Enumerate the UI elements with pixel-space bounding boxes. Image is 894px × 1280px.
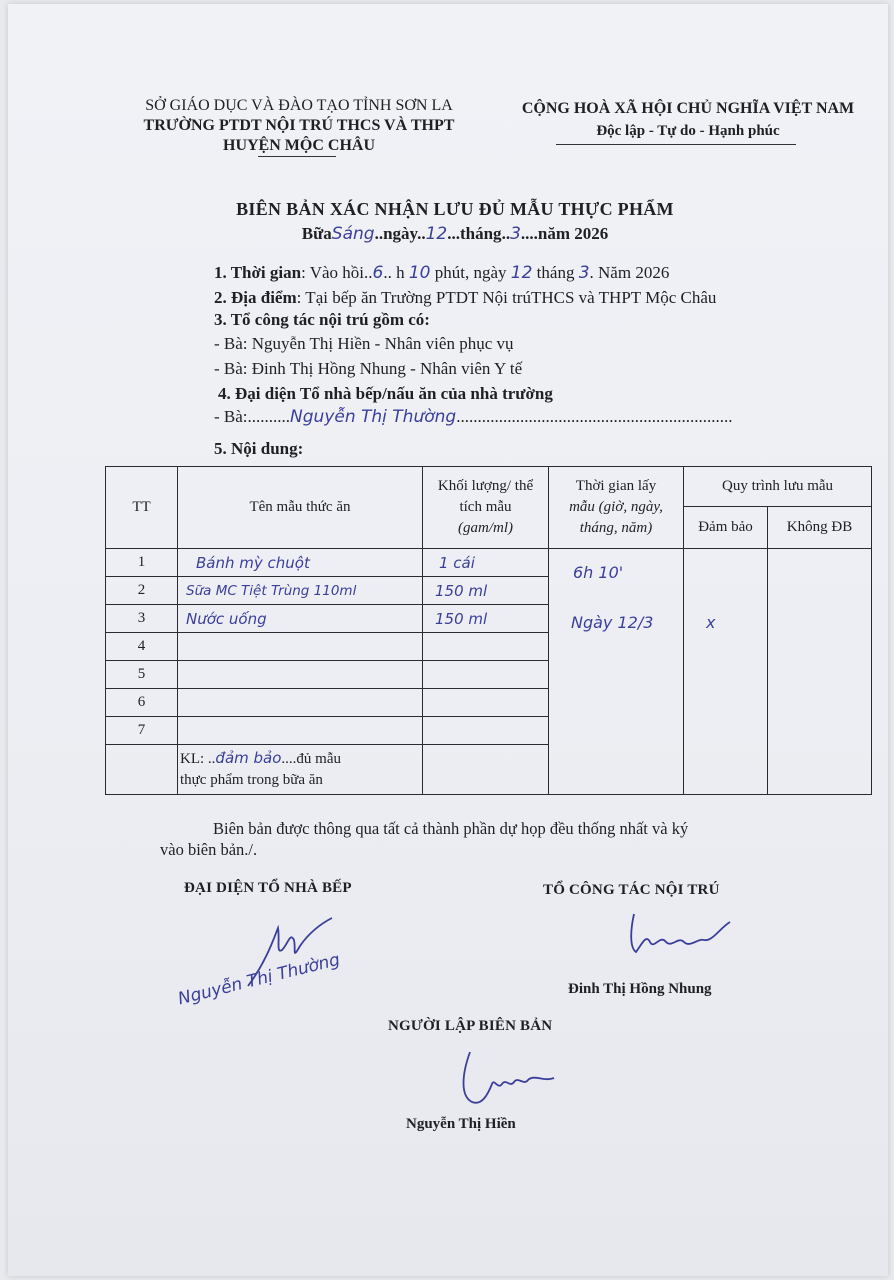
- date-value: Ngày 12/3: [571, 613, 654, 632]
- col-mass-line-3: (gam/ml): [458, 520, 513, 536]
- row-number: 4: [106, 633, 178, 661]
- food-sample-table: [105, 466, 872, 795]
- conclusion-mass-cell: [423, 745, 549, 795]
- time-value: 6h 10': [573, 563, 624, 582]
- recorder-sign-title: NGƯỜI LẬP BIÊN BẢN: [388, 1018, 553, 1034]
- boarding-signature-mark: [620, 904, 740, 964]
- col-not-ensured: Không ĐB: [768, 507, 872, 549]
- row-number: 6: [106, 689, 178, 717]
- document-title: BIÊN BẢN XÁC NHẬN LƯU ĐỦ MẪU THỰC PHẨM: [236, 199, 674, 219]
- section-2-place: [214, 288, 716, 308]
- month-text: tháng: [536, 263, 575, 282]
- day-handwritten: 12: [510, 263, 533, 283]
- food-mass: 1 cái: [423, 549, 549, 577]
- section-2-label: 2. Địa điểm: [214, 288, 297, 307]
- food-name: [178, 661, 423, 689]
- section-1-time: 1. Thời gian: Vào hồi..6.. h 10 phút, ngày 12 tháng 3. Năm 2026: [214, 263, 670, 283]
- col-procedure: Quy trình lưu mẫu: [684, 467, 872, 507]
- ensured-cell: [684, 549, 768, 795]
- closing-line-2: vào biên bản./.: [160, 840, 258, 859]
- day-value: 12: [425, 224, 448, 244]
- row-number: 2: [106, 577, 178, 605]
- meal-date-line: BữaSáng..ngày..12...tháng..3....năm 2026: [301, 224, 609, 244]
- col-food-name: Tên mẫu thức ăn: [178, 467, 423, 549]
- year-text: . Năm 2026: [589, 263, 670, 282]
- boarding-sign-title: TỔ CÔNG TÁC NỘI TRÚ: [543, 882, 720, 898]
- motto: Độc lập - Tự do - Hạnh phúc: [596, 123, 780, 139]
- hour-value: 6: [372, 263, 384, 283]
- time-cell: [549, 549, 684, 795]
- food-mass: [423, 661, 549, 689]
- minute-value: 10: [408, 263, 431, 283]
- day-label: ngày: [383, 224, 418, 243]
- time-prefix: : Vào hồi: [301, 263, 365, 282]
- member-1: - Bà: Nguyễn Thị Hiền - Nhân viên phục vụ: [214, 334, 514, 353]
- col-time-line-2: mẫu (giờ, ngày,: [569, 499, 663, 515]
- recorder-signature-mark: [454, 1044, 564, 1114]
- boarding-signer-name: Đinh Thị Hồng Nhung: [568, 981, 712, 997]
- food-mass: 150 ml: [423, 577, 549, 605]
- food-mass: [423, 689, 549, 717]
- section-1-label: 1. Thời gian: [214, 263, 302, 282]
- col-ensured: Đảm bảo: [684, 507, 768, 549]
- section-3-label: 3. Tổ công tác nội trú gồm có:: [214, 310, 430, 329]
- conclusion-cell: KL: ..đảm bảo....đủ mẫu thực phẩm trong bữa ăn: [178, 745, 423, 795]
- col-mass: [423, 467, 549, 549]
- month-label: tháng: [459, 224, 502, 243]
- document-page: [8, 4, 888, 1276]
- district-name: HUYỆN MỘC CHÂU: [223, 137, 375, 154]
- row-number: 5: [106, 661, 178, 689]
- kl-line-2: thực phẩm trong bữa ăn: [180, 772, 323, 788]
- col-time-line-1: Thời gian lấy: [575, 478, 657, 494]
- col-mass-line-1: Khối lượng/ thể: [437, 478, 534, 494]
- month-handwritten: 3: [578, 263, 590, 283]
- food-name: [178, 717, 423, 745]
- row-number: 7: [106, 717, 178, 745]
- school-name: TRƯỜNG PTDT NỘI TRÚ THCS VÀ THPT: [143, 117, 455, 134]
- food-mass: 150 ml: [423, 605, 549, 633]
- food-mass: [423, 633, 549, 661]
- kl-suffix: đủ mẫu: [296, 751, 341, 767]
- header-left-underline: [258, 156, 336, 157]
- kitchen-sign-title: ĐẠI DIỆN TỔ NHÀ BẾP: [184, 880, 352, 896]
- col-tt: TT: [106, 467, 178, 549]
- member-2: - Bà: Đinh Thị Hồng Nhung - Nhân viên Y tế: [214, 359, 523, 378]
- place-text: : Tại bếp ăn Trường PTDT Nội trúTHCS và THPT Mộc Châu: [296, 288, 717, 307]
- kitchen-rep-name: Nguyễn Thị Thường: [290, 407, 457, 427]
- meal-value: Sáng: [331, 224, 375, 244]
- food-name: Sữa MC Tiệt Trùng 110ml: [178, 577, 423, 605]
- col-time: [549, 467, 684, 549]
- section-4-label: 4. Đại diện Tổ nhà bếp/nấu ăn của nhà trường: [218, 384, 553, 403]
- kl-prefix: KL:: [180, 751, 205, 767]
- header-right: [508, 98, 868, 142]
- conclusion-empty-cell: [106, 745, 178, 795]
- dept-name: SỞ GIÁO DỤC VÀ ĐÀO TẠO TỈNH SƠN LA: [145, 97, 453, 114]
- food-mass: [423, 717, 549, 745]
- ensured-mark: x: [706, 613, 716, 632]
- food-name: Bánh mỳ chuột: [178, 549, 423, 577]
- row-number: 3: [106, 605, 178, 633]
- kl-value: đảm bảo: [215, 749, 282, 767]
- month-value: 3: [510, 224, 521, 244]
- kitchen-signer-handwritten: Nguyễn Thị Thường: [176, 949, 343, 1010]
- recorder-name: Nguyễn Thị Hiền: [406, 1116, 516, 1132]
- col-mass-line-2: tích mẫu: [459, 499, 512, 515]
- kitchen-rep-line: - Bà:..........Nguyễn Thị Thường.................................................................: [214, 407, 733, 427]
- section-5-label: 5. Nội dung:: [214, 439, 304, 458]
- nation-name: CỘNG HOÀ XÃ HỘI CHỦ NGHĨA VIỆT NAM: [521, 100, 855, 117]
- hour-unit: h: [396, 263, 405, 282]
- kitchen-rep-prefix: - Bà:: [214, 407, 248, 426]
- year-label: năm 2026: [537, 224, 609, 243]
- row-number: 1: [106, 549, 178, 577]
- col-time-line-3: tháng, năm): [579, 520, 653, 536]
- food-name: Nước uống: [178, 605, 423, 633]
- food-name: [178, 633, 423, 661]
- not-ensured-cell: [768, 549, 872, 795]
- minute-day-text: phút, ngày: [434, 263, 507, 282]
- header-left: [108, 96, 490, 156]
- food-name: [178, 689, 423, 717]
- meal-label: Bữa: [301, 224, 332, 243]
- header-right-underline: [556, 144, 796, 145]
- table-row: [106, 549, 872, 577]
- closing-line-1: Biên bản được thông qua tất cả thành phần dự họp đều thống nhất và ký: [213, 819, 689, 838]
